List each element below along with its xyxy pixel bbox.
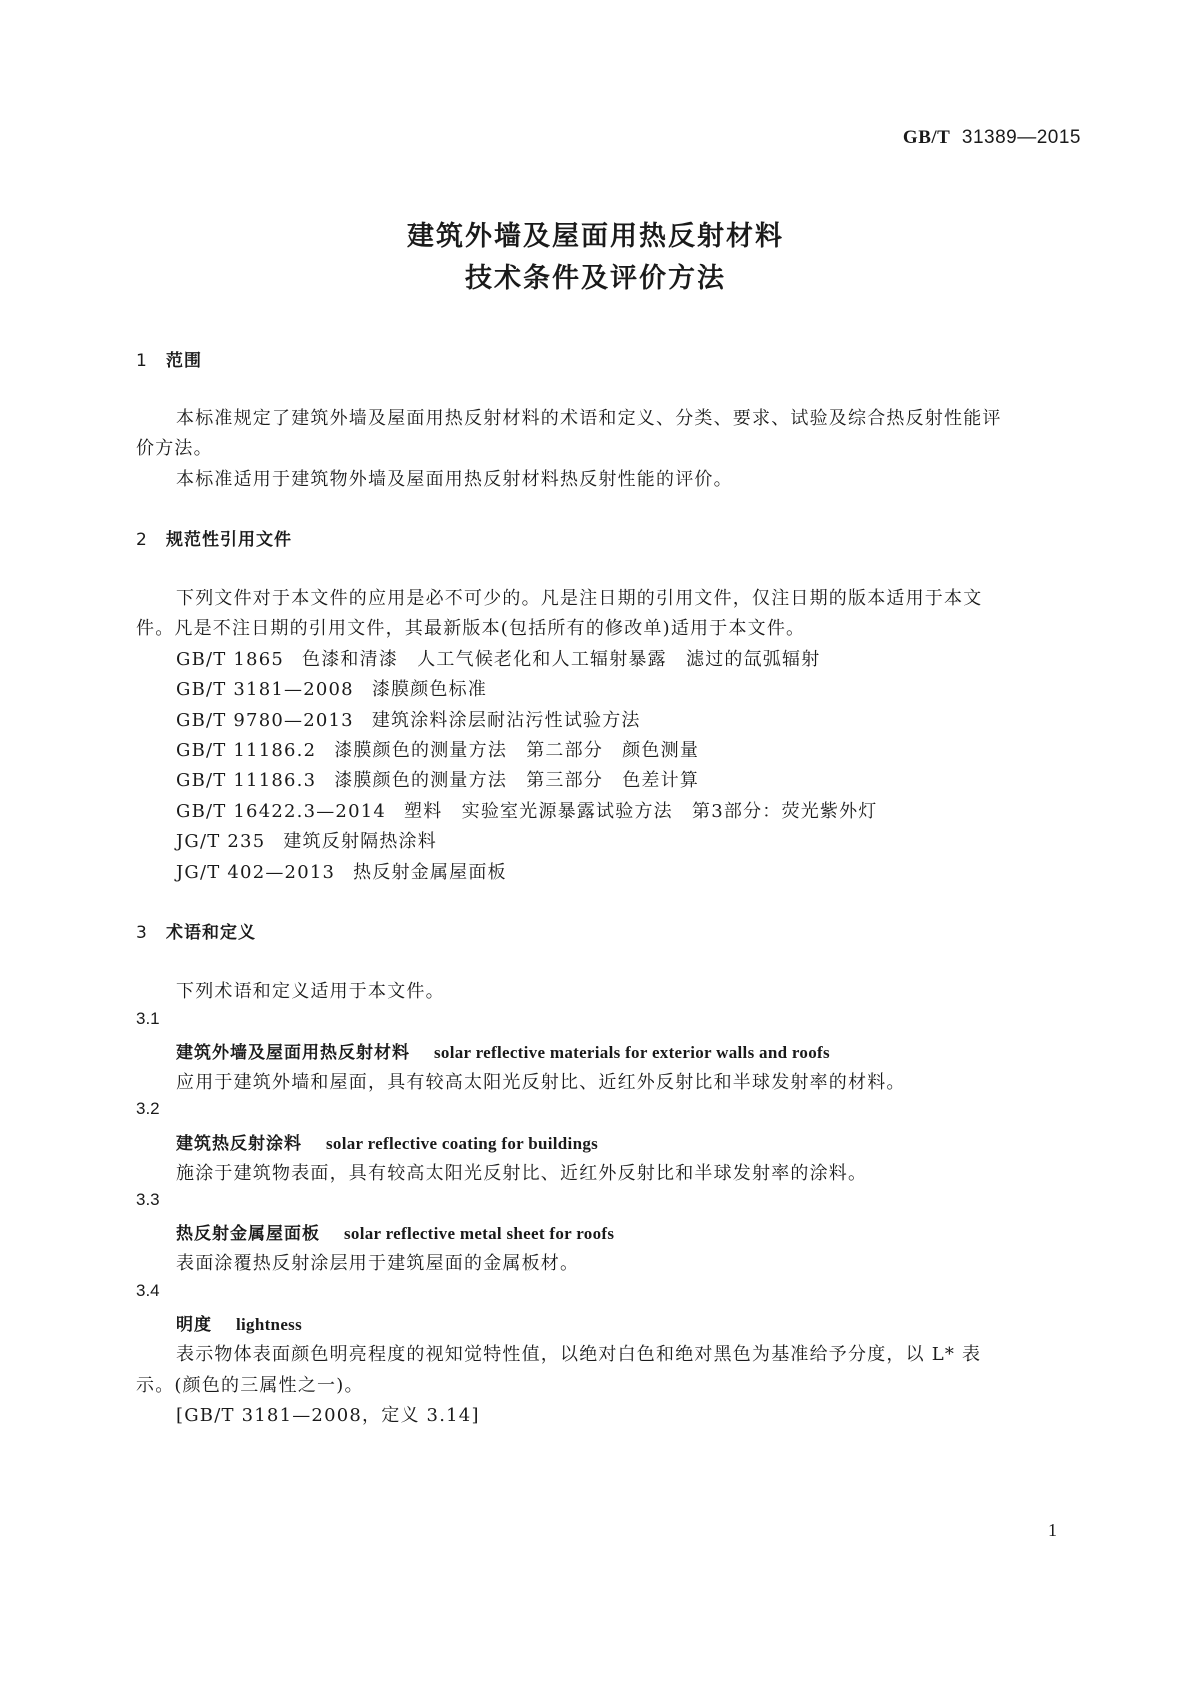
term-number: 3.2 (136, 1099, 160, 1118)
reference-title: 热反射金属屋面板 (353, 862, 507, 883)
section-title: 术语和定义 (166, 923, 256, 943)
standard-code (903, 127, 1081, 149)
term-definition: 表面涂覆热反射涂层用于建筑屋面的金属板材。 (176, 1253, 580, 1274)
term-number: 3.4 (136, 1281, 160, 1300)
term-zh: 建筑外墙及屋面用热反射材料 (176, 1043, 410, 1063)
reference-code: GB/T 9780—2013 (176, 710, 354, 731)
section-1-para2: 本标准适用于建筑物外墙及屋面用热反射材料热反射性能的评价。 (176, 469, 733, 490)
section-title: 范围 (166, 351, 202, 371)
section-number: 2 (136, 530, 148, 550)
reference-item (176, 675, 487, 701)
reference-item (176, 645, 820, 671)
reference-title: 塑料 实验室光源暴露试验方法 第3部分：荧光紫外灯 (404, 801, 878, 822)
term-heading (176, 1038, 830, 1063)
section-2-para1-line2: 件。凡是不注日期的引用文件，其最新版本(包括所有的修改单)适用于本文件。 (136, 618, 806, 639)
term-zh: 热反射金属屋面板 (176, 1224, 320, 1244)
document-title-line1: 建筑外墙及屋面用热反射材料 (407, 221, 784, 252)
section-1-para1-line1: 本标准规定了建筑外墙及屋面用热反射材料的术语和定义、分类、要求、试验及综合热反射性能评 (176, 408, 1002, 429)
reference-title: 漆膜颜色的测量方法 第二部分 颜色测量 (334, 740, 700, 761)
term-definition: 应用于建筑外墙和屋面，具有较高太阳光反射比、近红外反射比和半球发射率的材料。 (176, 1072, 906, 1093)
term-number: 3.1 (136, 1009, 160, 1028)
reference-title: 色漆和清漆 人工气候老化和人工辐射暴露 滤过的氙弧辐射 (302, 649, 821, 670)
term-zh: 建筑热反射涂料 (176, 1134, 302, 1154)
reference-item (176, 858, 507, 884)
standard-prefix: GB/T (902, 127, 951, 148)
term-heading (176, 1310, 302, 1335)
reference-code: GB/T 3181—2008 (176, 679, 354, 700)
reference-title: 漆膜颜色的测量方法 第三部分 色差计算 (334, 770, 700, 791)
reference-code: GB/T 1865 (176, 649, 285, 670)
section-2-para1-line1: 下列文件对于本文件的应用是必不可少的。凡是注日期的引用文件，仅注日期的版本适用于本文 (176, 588, 983, 609)
section-title: 规范性引用文件 (166, 530, 292, 550)
term-heading (176, 1129, 598, 1154)
term-en: solar reflective coating for buildings (326, 1134, 599, 1153)
document-title-line2: 技术条件及评价方法 (465, 263, 726, 294)
reference-code: GB/T 11186.3 (176, 770, 317, 791)
section-1-heading (136, 346, 202, 371)
section-number: 1 (136, 351, 148, 371)
term-heading (176, 1219, 614, 1244)
term-zh: 明度 (176, 1315, 212, 1335)
term-en: lightness (236, 1315, 302, 1334)
reference-code: GB/T 16422.3—2014 (176, 801, 387, 822)
reference-title: 建筑涂料涂层耐沾污性试验方法 (371, 710, 641, 731)
standard-number: 31389—2015 (961, 127, 1081, 148)
section-3-intro: 下列术语和定义适用于本文件。 (176, 981, 445, 1002)
reference-code: JG/T 235 (176, 831, 266, 852)
reference-item (176, 797, 878, 823)
section-3-heading (136, 918, 256, 943)
reference-code: GB/T 11186.2 (176, 740, 317, 761)
term-en: solar reflective materials for exterior walls and roofs (434, 1043, 830, 1062)
term-definition-line1: 表示物体表面颜色明亮程度的视知觉特性值，以绝对白色和绝对黑色为基准给予分度，以 L* 表 (176, 1344, 982, 1365)
reference-title: 漆膜颜色标准 (371, 679, 488, 700)
section-2-heading (136, 525, 292, 550)
term-source: [GB/T 3181—2008，定义 3.14] (176, 1405, 480, 1426)
reference-title: 建筑反射隔热涂料 (283, 831, 437, 852)
reference-code: JG/T 402—2013 (176, 862, 336, 883)
term-definition: 施涂于建筑物表面，具有较高太阳光反射比、近红外反射比和半球发射率的涂料。 (176, 1163, 868, 1184)
section-number: 3 (136, 923, 148, 943)
reference-item (176, 706, 641, 732)
section-1-para1-line2: 价方法。 (136, 438, 213, 459)
reference-item (176, 827, 437, 853)
reference-item (176, 766, 699, 792)
page-number: 1 (1048, 1520, 1057, 1540)
term-definition-line2: 示。(颜色的三属性之一)。 (136, 1375, 364, 1396)
term-en: solar reflective metal sheet for roofs (344, 1224, 615, 1243)
term-number: 3.3 (136, 1190, 160, 1209)
reference-item (176, 736, 699, 762)
